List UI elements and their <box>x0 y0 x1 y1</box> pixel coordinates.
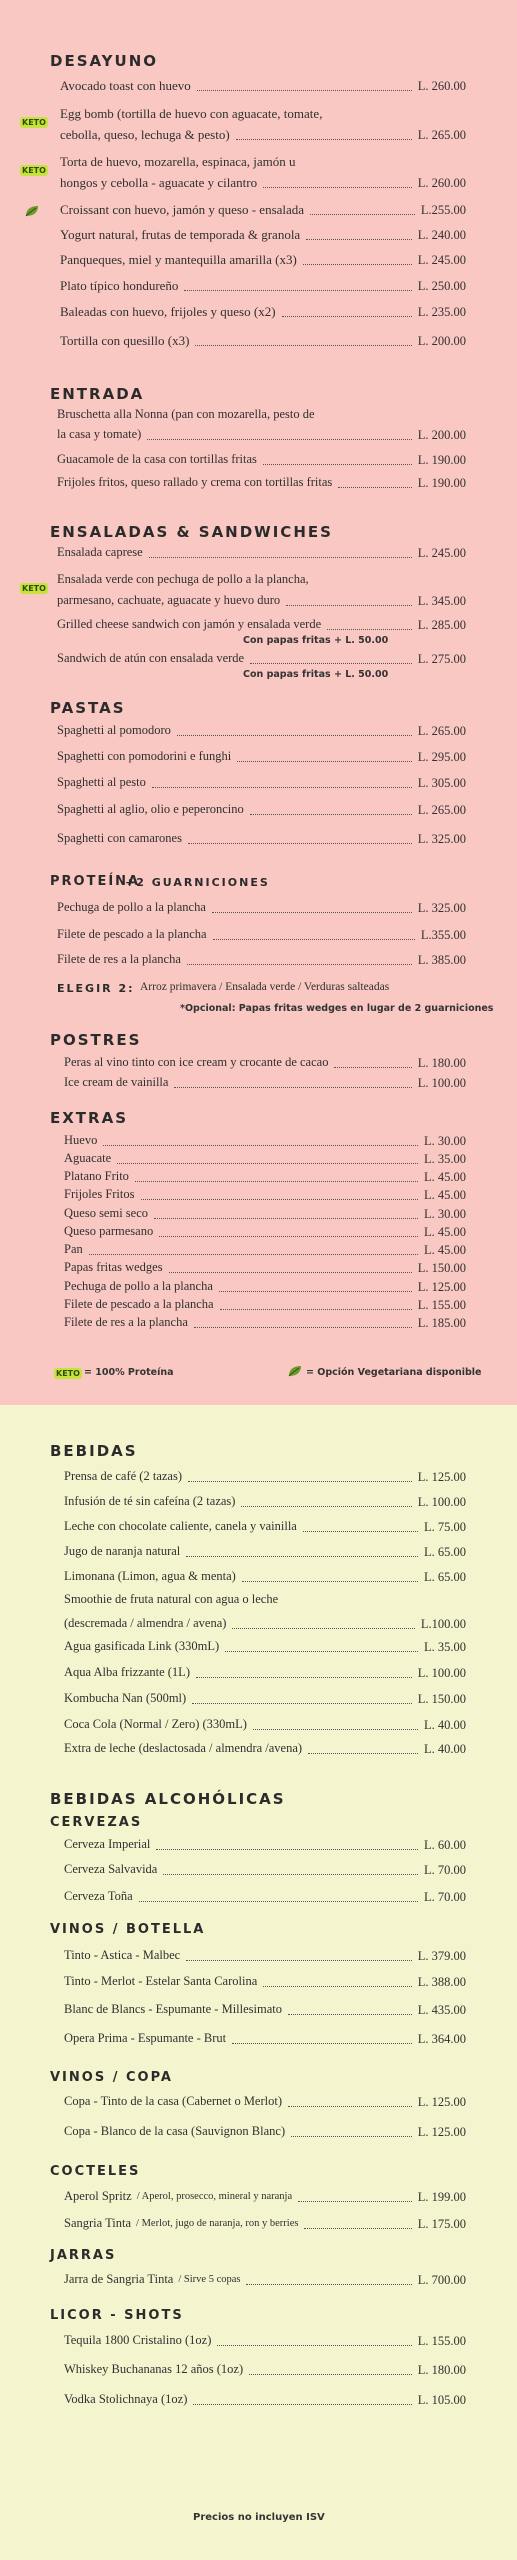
keto-legend-text: = 100% Proteína <box>84 1367 174 1378</box>
menu-item-name: Queso semi seco <box>64 1206 149 1220</box>
menu-item-price: L. 175.00 <box>417 2217 466 2231</box>
dot-leader <box>327 628 412 630</box>
menu-item-price: L. 35.00 <box>423 1152 466 1166</box>
dot-leader <box>286 604 412 606</box>
menu-item-price: L. 200.00 <box>417 334 466 348</box>
dot-leader <box>147 438 411 440</box>
dot-leader <box>196 1676 412 1678</box>
menu-item-name-cont: cebolla, queso, lechuga & pesto) <box>60 127 230 142</box>
menu-item-price: L. 260.00 <box>417 79 466 93</box>
menu-item-name: Frijoles fritos, queso rallado y crema con tortillas fritas <box>57 475 333 489</box>
menu-item-name: Ice cream de vainilla <box>64 1075 169 1089</box>
dot-leader <box>242 1580 418 1582</box>
menu-item-name: Extra de leche (deslactosada / almendra /avena) <box>64 1741 303 1755</box>
dot-leader <box>310 213 415 215</box>
dot-leader <box>288 2105 412 2107</box>
dot-leader <box>139 1900 418 1902</box>
menu-item-name: Jugo de naranja natural <box>64 1544 181 1558</box>
menu-item-name: Cerveza Imperial <box>64 1837 151 1851</box>
dot-leader <box>237 760 411 762</box>
menu-item-name: Pan <box>64 1242 83 1256</box>
veg-legend-text: = Opción Vegetariana disponible <box>306 1367 482 1378</box>
section-title: VINOS / BOTELLA <box>50 1922 206 1937</box>
menu-item-name: Ensalada caprese <box>57 545 143 559</box>
menu-item-name: Croissant con huevo, jamón y queso - ensalada <box>60 202 305 217</box>
dot-leader <box>174 1086 411 1088</box>
dot-leader <box>263 463 412 465</box>
dot-leader <box>117 1162 418 1164</box>
menu-item-note: Con papas fritas + L. 50.00 <box>243 635 389 646</box>
menu-item-detail: / Sirve 5 copas <box>178 2274 241 2285</box>
menu-item-name: Spaghetti con pomodorini e funghi <box>57 749 232 763</box>
menu-item-price: L. 150.00 <box>417 1692 466 1706</box>
menu-item-name: Copa - Blanco de la casa (Sauvignon Blanc) <box>64 2124 286 2138</box>
keto-badge: KETO <box>22 584 46 593</box>
dot-leader <box>303 263 412 265</box>
dot-leader <box>246 2283 411 2285</box>
menu-item-price: L. 65.00 <box>423 1545 466 1559</box>
menu-item-name: Bruschetta alla Nonna (pan con mozarella, pesto de <box>57 407 315 421</box>
menu-item-price: L. 30.00 <box>423 1134 466 1148</box>
menu-item-price: L. 180.00 <box>417 1056 466 1070</box>
menu-item-price: L. 60.00 <box>423 1838 466 1852</box>
dot-leader <box>195 344 411 346</box>
dot-leader <box>169 1271 412 1273</box>
menu-item-name: Frijoles Fritos <box>64 1187 135 1201</box>
menu-item-price: L. 45.00 <box>423 1188 466 1202</box>
menu-item-price: L. 190.00 <box>417 476 466 490</box>
menu-item-price: L. 150.00 <box>417 1261 466 1275</box>
menu-item-price: L. 125.00 <box>417 1280 466 1294</box>
menu-item-name-cont: parmesano, cachuate, aguacate y huevo duro <box>57 593 281 607</box>
menu-item-name: Coca Cola (Normal / Zero) (330mL) <box>64 1717 247 1731</box>
menu-item-name: Kombucha Nan (500ml) <box>64 1691 187 1705</box>
dot-leader <box>149 556 412 558</box>
menu-item-name: Sandwich de atún con ensalada verde <box>57 651 245 665</box>
menu-item-price: L. 125.00 <box>417 2095 466 2109</box>
dot-leader <box>250 813 412 815</box>
menu-item-price: L. 45.00 <box>423 1170 466 1184</box>
dot-leader <box>194 1326 412 1328</box>
menu-item-name: Tinto - Astica - Malbec <box>64 1948 181 1962</box>
section-title-suffix: +2 GUARNICIONES <box>125 876 270 889</box>
dot-leader <box>250 662 412 664</box>
menu-item-price: L. 260.00 <box>417 176 466 190</box>
dot-leader <box>217 2344 411 2346</box>
dot-leader <box>334 1066 411 1068</box>
section-title: BEBIDAS <box>50 1442 138 1460</box>
menu-item-price: L. 35.00 <box>423 1640 466 1654</box>
dot-leader <box>212 911 412 913</box>
menu-item-name: Vodka Stolichnaya (1oz) <box>64 2392 188 2406</box>
menu-item-detail: / Aperol, prosecco, mineral y naranja <box>136 2191 293 2202</box>
section-title: POSTRES <box>50 1031 142 1049</box>
dot-leader <box>177 734 412 736</box>
menu-item-price: L.255.00 <box>420 203 466 217</box>
menu-item-name: Spaghetti con camarones <box>57 831 182 845</box>
menu-item-name: Copa - Tinto de la casa (Cabernet o Merlot) <box>64 2094 283 2108</box>
dot-leader <box>197 89 412 91</box>
section-title: BEBIDAS ALCOHÓLICAS <box>50 1790 286 1808</box>
menu-item-price: L. 435.00 <box>417 2003 466 2017</box>
menu-item-name: Plato típico hondureño <box>60 278 179 293</box>
dot-leader <box>232 1627 414 1629</box>
leaf-icon <box>287 1364 303 1378</box>
menu-item-name: Sangria Tinta <box>64 2216 132 2230</box>
menu-item-name: Pechuga de pollo a la plancha <box>64 1279 213 1293</box>
menu-item-name: Ensalada verde con pechuga de pollo a la plancha, <box>57 572 309 586</box>
menu-item-name: Grilled cheese sandwich con jamón y ensalada verde <box>57 617 322 631</box>
dot-leader <box>263 186 412 188</box>
dot-leader <box>156 1848 418 1850</box>
dot-leader <box>249 2373 412 2375</box>
menu-item-price: L. 125.00 <box>417 2125 466 2139</box>
menu-item-price: L. 245.00 <box>417 253 466 267</box>
menu-item-name: Filete de res a la plancha <box>57 952 181 966</box>
menu-item-name: Papas fritas wedges <box>64 1260 163 1274</box>
dot-leader <box>192 1702 412 1704</box>
menu-item-name: Spaghetti al aglio, olio e peperoncino <box>57 802 244 816</box>
menu-item-name: Prensa de café (2 tazas) <box>64 1469 182 1483</box>
dot-leader <box>225 1650 418 1652</box>
menu-item-price: L. 70.00 <box>423 1890 466 1904</box>
keto-badge: KETO <box>56 1369 80 1378</box>
menu-item-price: L. 180.00 <box>417 2363 466 2377</box>
dot-leader <box>186 1555 418 1557</box>
menu-item-name: Torta de huevo, mozarella, espinaca, jamón u <box>60 154 296 169</box>
menu-item-name: Peras al vino tinto con ice cream y crocante de cacao <box>64 1055 329 1069</box>
menu-item-price: L. 100.00 <box>417 1076 466 1090</box>
dot-leader <box>288 2013 412 2015</box>
menu-item-detail: / Merlot, jugo de naranja, ron y berries <box>136 2218 299 2229</box>
dot-leader <box>253 1728 418 1730</box>
menu-item-name: Avocado toast con huevo <box>60 78 191 93</box>
menu-item-name-cont: la casa y tomate) <box>57 427 142 441</box>
dot-leader <box>241 1505 411 1507</box>
menu-item-name: Tinto - Merlot - Estelar Santa Carolina <box>64 1974 258 1988</box>
menu-item-name: Baleadas con huevo, frijoles y queso (x2) <box>60 304 276 319</box>
menu-item-name: Platano Frito <box>64 1169 129 1183</box>
menu-item-price: L. 40.00 <box>423 1742 466 1756</box>
menu-item-price: L. 155.00 <box>417 2334 466 2348</box>
menu-item-price: L. 345.00 <box>417 594 466 608</box>
menu-item-price: L. 200.00 <box>417 428 466 442</box>
menu-item-price: L. 100.00 <box>417 1495 466 1509</box>
menu-item-name: Jarra de Sangria Tinta <box>64 2272 174 2286</box>
menu-item-name: Leche con chocolate caliente, canela y vainilla <box>64 1519 297 1533</box>
dot-leader <box>308 1752 418 1754</box>
menu-item-price: L. 250.00 <box>417 279 466 293</box>
opcional-note: *Opcional: Papas fritas wedges en lugar de 2 guarniciones <box>180 1003 494 1014</box>
dot-leader <box>154 1217 418 1219</box>
menu-item-price: L. 100.00 <box>417 1666 466 1680</box>
menu-item-price: L. 285.00 <box>417 618 466 632</box>
menu-item-price: L. 190.00 <box>417 453 466 467</box>
menu-item-price: L.100.00 <box>420 1617 466 1631</box>
menu-item-price: L. 364.00 <box>417 2032 466 2046</box>
menu-item-price: L. 388.00 <box>417 1975 466 1989</box>
menu-item-name: Opera Prima - Espumante - Brut <box>64 2031 227 2045</box>
menu-item-price: L. 265.00 <box>417 724 466 738</box>
menu-item-name: Aperol Spritz <box>64 2189 132 2203</box>
menu-item-name: Spaghetti al pomodoro <box>57 723 171 737</box>
menu-item-note: Con papas fritas + L. 50.00 <box>243 669 389 680</box>
dot-leader <box>186 1959 412 1961</box>
menu-item-price: L. 245.00 <box>417 546 466 560</box>
menu-item-price: L. 240.00 <box>417 228 466 242</box>
dot-leader <box>236 138 412 140</box>
dot-leader <box>188 842 412 844</box>
menu-item-name: Filete de pescado a la plancha <box>57 927 207 941</box>
menu-item-name: Filete de pescado a la plancha <box>64 1297 214 1311</box>
menu-item-price: L. 305.00 <box>417 776 466 790</box>
menu-item-price: L. 40.00 <box>423 1718 466 1732</box>
section-title: JARRAS <box>50 2248 117 2263</box>
menu-item-price: L. 385.00 <box>417 953 466 967</box>
menu-item-price: L. 155.00 <box>417 1298 466 1312</box>
keto-badge: KETO <box>22 166 46 175</box>
dot-leader <box>282 315 412 317</box>
menu-item-name: Guacamole de la casa con tortillas fritas <box>57 452 257 466</box>
keto-badge: KETO <box>22 118 46 127</box>
section-title: VINOS / COPA <box>50 2070 173 2085</box>
dot-leader <box>141 1198 418 1200</box>
menu-item-price: L. 105.00 <box>417 2393 466 2407</box>
dot-leader <box>338 486 411 488</box>
elegir-label: ELEGIR 2: <box>57 982 135 995</box>
dot-leader <box>306 238 412 240</box>
menu-item-name: Cerveza Toña <box>64 1889 133 1903</box>
dot-leader <box>135 1180 418 1182</box>
menu-item-price: L. 45.00 <box>423 1243 466 1257</box>
leaf-icon <box>24 204 40 218</box>
menu-item-name: Pechuga de pollo a la plancha <box>57 900 206 914</box>
dot-leader <box>159 1235 418 1237</box>
menu-item-name: Whiskey Buchananas 12 años (1oz) <box>64 2362 244 2376</box>
dot-leader <box>152 786 412 788</box>
section-title: DESAYUNO <box>50 52 159 70</box>
menu-item-name: Aqua Alba frizzante (1L) <box>64 1665 190 1679</box>
menu-item-price: L. 325.00 <box>417 901 466 915</box>
menu-item-name-cont: hongos y cebolla - aguacate y cilantro <box>60 175 258 190</box>
menu-item-name: Filete de res a la plancha <box>64 1315 188 1329</box>
menu-item-name: Queso parmesano <box>64 1224 154 1238</box>
menu-item-price: L. 379.00 <box>417 1949 466 1963</box>
menu-item-name: Limonana (Limon, agua & menta) <box>64 1569 236 1583</box>
dot-leader <box>187 963 412 965</box>
section-title: PROTEÍNA <box>50 874 141 889</box>
menu-item-price: L. 295.00 <box>417 750 466 764</box>
menu-item-price: L. 275.00 <box>417 652 466 666</box>
menu-item-name: Smoothie de fruta natural con agua o leche <box>64 1592 279 1606</box>
menu-item-price: L. 75.00 <box>423 1520 466 1534</box>
dot-leader <box>298 2200 412 2202</box>
section-title: CERVEZAS <box>50 1815 143 1830</box>
footer-note: Precios no incluyen ISV <box>193 2512 325 2523</box>
menu-item-price: L. 265.00 <box>417 803 466 817</box>
dot-leader <box>89 1253 418 1255</box>
menu-item-price: L. 700.00 <box>417 2273 466 2287</box>
menu-item-name: Agua gasificada Link (330mL) <box>64 1639 220 1653</box>
menu-item-name: Yogurt natural, frutas de temporada & granola <box>60 227 301 242</box>
menu-item-name: Egg bomb (tortilla de huevo con aguacate, tomate, <box>60 106 323 121</box>
dot-leader <box>188 1480 412 1482</box>
dot-leader <box>163 1873 418 1875</box>
menu-item-price: L. 185.00 <box>417 1316 466 1330</box>
menu-item-price: L. 265.00 <box>417 128 466 142</box>
dot-leader <box>184 289 411 291</box>
menu-item-price: L. 125.00 <box>417 1470 466 1484</box>
menu-item-name: Tequila 1800 Cristalino (1oz) <box>64 2333 212 2347</box>
dot-leader <box>103 1144 418 1146</box>
menu-item-name-cont: (descremada / almendra / avena) <box>64 1616 227 1630</box>
section-title: COCTELES <box>50 2164 141 2179</box>
menu-item-name: Huevo <box>64 1133 98 1147</box>
section-title: PASTAS <box>50 699 126 717</box>
section-title: ENTRADA <box>50 385 145 403</box>
menu-item-name: Spaghetti al pesto <box>57 775 146 789</box>
menu-item-name: Panqueques, miel y mantequilla amarilla (x3) <box>60 252 297 267</box>
menu-item-price: L. 70.00 <box>423 1863 466 1877</box>
section-title: ENSALADAS & SANDWICHES <box>50 523 333 541</box>
menu-item-price: L. 65.00 <box>423 1570 466 1584</box>
dot-leader <box>193 2403 411 2405</box>
menu-item-name: Infusión de té sin cafeína (2 tazas) <box>64 1494 236 1508</box>
dot-leader <box>263 1985 411 1987</box>
menu-item-name: Cerveza Salvavida <box>64 1862 158 1876</box>
menu-item-name: Blanc de Blancs - Espumante - Millesimato <box>64 2002 283 2016</box>
menu-item-price: L. 235.00 <box>417 305 466 319</box>
menu-item-name: Aguacate <box>64 1151 112 1165</box>
dot-leader <box>291 2135 412 2137</box>
menu-item-name: Tortilla con quesillo (x3) <box>60 333 190 348</box>
dot-leader <box>232 2042 412 2044</box>
menu-item-price: L. 30.00 <box>423 1207 466 1221</box>
menu-item-price: L. 45.00 <box>423 1225 466 1239</box>
dot-leader <box>219 1290 412 1292</box>
elegir-options: Arroz primavera / Ensalada verde / Verduras salteadas <box>140 981 390 993</box>
dot-leader <box>304 2227 411 2229</box>
dot-leader <box>213 938 415 940</box>
menu-item-price: L. 325.00 <box>417 832 466 846</box>
section-title: EXTRAS <box>50 1109 129 1127</box>
menu-item-price: L. 199.00 <box>417 2190 466 2204</box>
dot-leader <box>303 1530 418 1532</box>
dot-leader <box>220 1308 412 1310</box>
section-title: LICOR - SHOTS <box>50 2308 184 2323</box>
menu-item-price: L.355.00 <box>420 928 466 942</box>
